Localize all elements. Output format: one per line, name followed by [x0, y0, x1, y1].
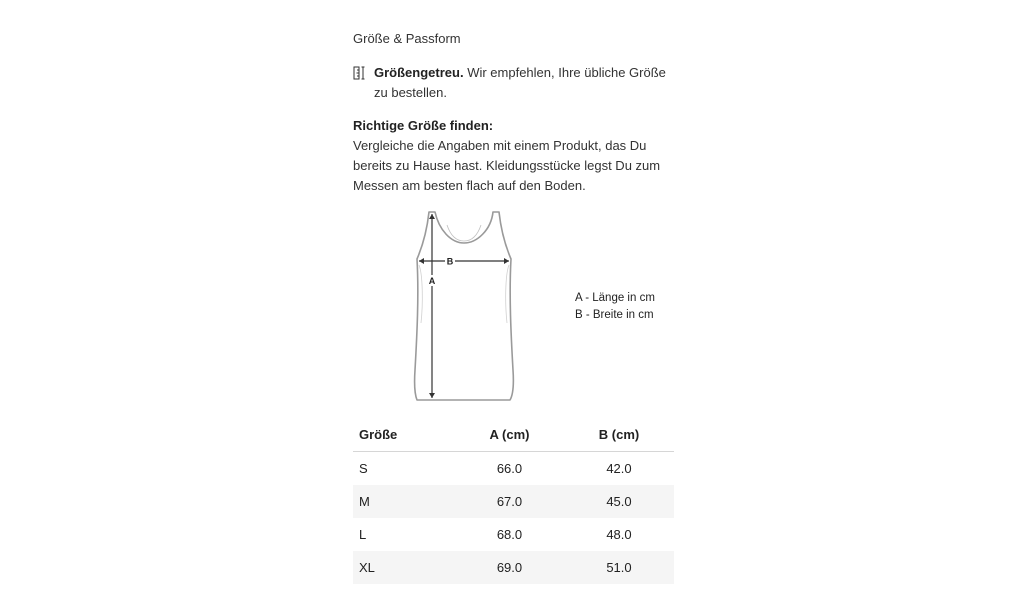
find-size-text: Vergleiche die Angaben mit einem Produkt, das Du bereits zu Hause hast. Kleidungsstücke legst Du zum Messen am besten flach auf den Boden.: [353, 138, 661, 193]
fit-note-text: Wir empfehlen, Ihre übliche Größe zu bestellen.: [374, 65, 666, 100]
header-size: Größe: [353, 418, 455, 452]
legend-b: B - Breite in cm: [575, 309, 654, 321]
cell-b: 48.0: [606, 527, 632, 542]
cell-a: 69.0: [455, 551, 564, 584]
cell-a: 68.0: [496, 527, 523, 542]
cell-a: 67.0: [455, 485, 564, 518]
find-size-heading: Richtige Größe finden:: [353, 118, 494, 133]
table-row: [353, 551, 674, 584]
cell-b: 51.0: [564, 551, 674, 584]
table-row: [353, 518, 674, 551]
size-fit-title: Größe & Passform: [353, 31, 461, 46]
find-size-block: [353, 116, 675, 196]
measurement-legend: [575, 290, 655, 324]
measure-a-label: A: [428, 276, 436, 286]
cell-b: 42.0: [606, 461, 632, 476]
size-table: [353, 418, 674, 584]
tank-top-outline: [415, 212, 514, 400]
table-row: [353, 485, 674, 518]
tank-top-diagram: [405, 205, 525, 410]
header-b: B (cm): [564, 418, 674, 452]
fit-note: [353, 63, 673, 103]
ruler-icon: [353, 66, 366, 80]
table-row: [353, 452, 674, 486]
cell-size: M: [353, 485, 455, 518]
legend-a: A - Länge in cm: [575, 292, 655, 304]
measure-b-label: B: [446, 256, 454, 267]
size-table-header: [353, 418, 674, 452]
cell-size: S: [359, 461, 368, 476]
cell-size: L: [359, 527, 367, 542]
header-a: A (cm): [455, 418, 564, 452]
cell-b: 45.0: [564, 485, 674, 518]
cell-a: 66.0: [496, 461, 523, 476]
cell-size: XL: [353, 551, 455, 584]
fit-note-bold: Größengetreu.: [374, 65, 464, 80]
